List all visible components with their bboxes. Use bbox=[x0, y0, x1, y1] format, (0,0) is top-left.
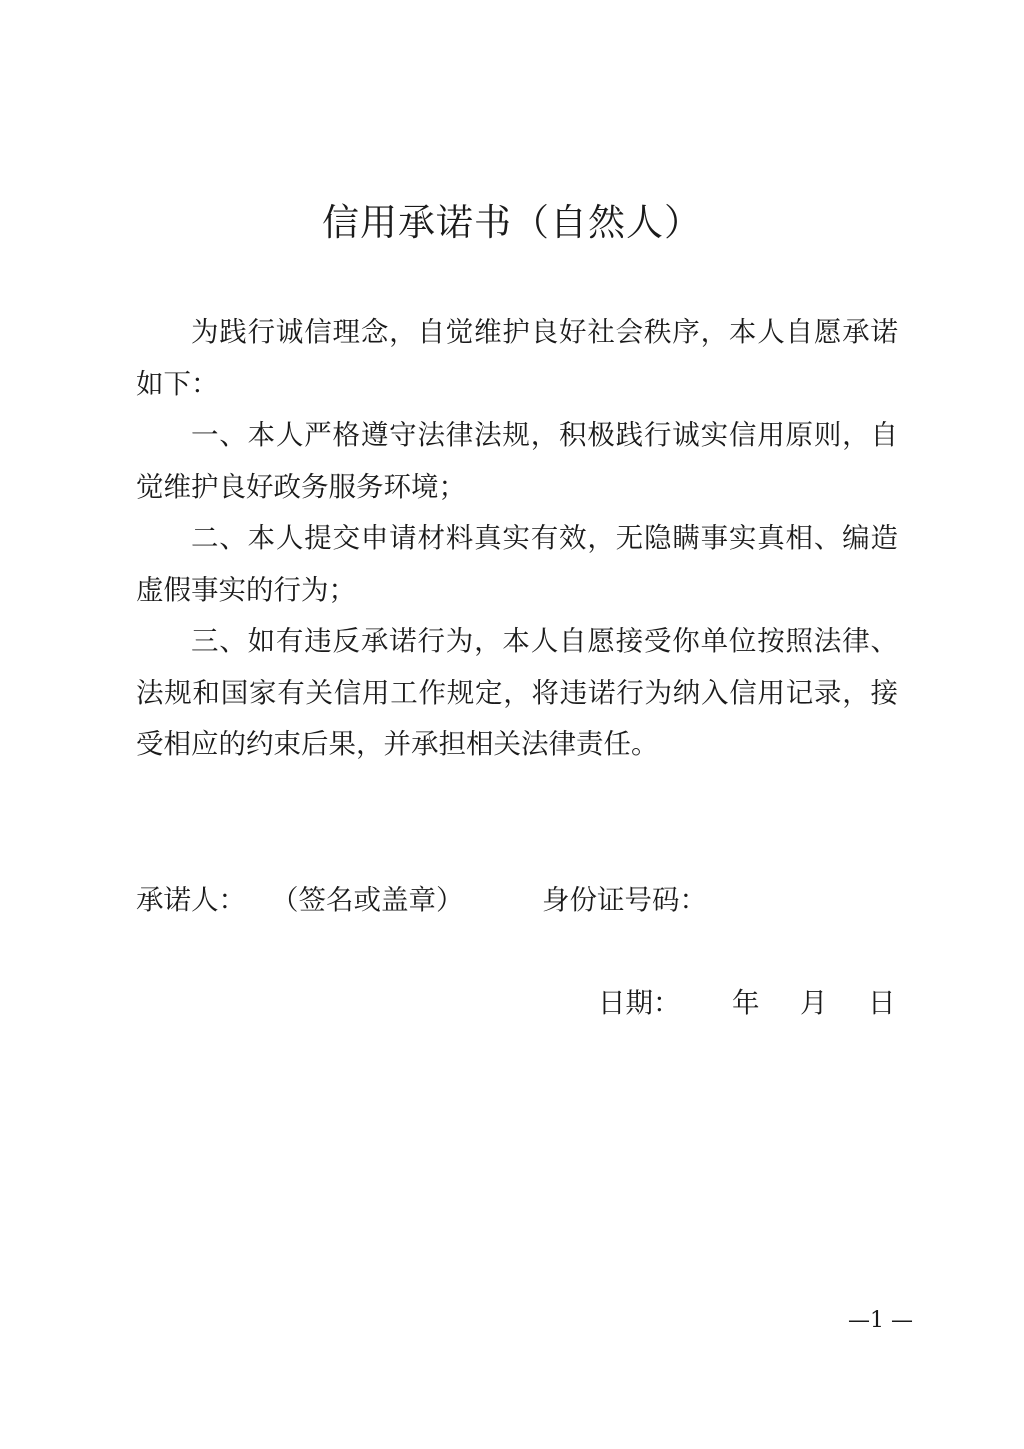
year-label: 年 bbox=[732, 987, 760, 1019]
signature-hint: （签名或盖章） bbox=[271, 884, 464, 916]
signature-row bbox=[136, 874, 898, 926]
clause-three-paragraph: 三、如有违反承诺行为，本人自愿接受你单位按照法律、法规和国家有关信用工作规定，将违诺行为纳入信用记录，接受相应的约束后果，并承担相关法律责任。 bbox=[136, 625, 898, 760]
id-number-label: 身份证号码： bbox=[542, 884, 707, 916]
page-number: —1 — bbox=[848, 1308, 913, 1333]
clause-two-paragraph: 二、本人提交申请材料真实有效，无隐瞒事实真相、编造虚假事实的行为； bbox=[136, 522, 898, 606]
month-label: 月 bbox=[800, 987, 828, 1019]
document-body bbox=[136, 307, 898, 771]
intro-paragraph: 为践行诚信理念，自觉维护良好社会秩序，本人自愿承诺如下： bbox=[136, 316, 898, 400]
clause-one-paragraph: 一、本人严格遵守法律法规，积极践行诚实信用原则，自觉维护良好政务服务环境； bbox=[136, 419, 898, 503]
date-row bbox=[596, 977, 906, 1029]
day-label: 日 bbox=[868, 987, 896, 1019]
promisor-label: 承诺人： bbox=[136, 884, 246, 916]
document-title: 信用承诺书（自然人） bbox=[322, 201, 702, 244]
date-label: 日期： bbox=[598, 987, 681, 1019]
